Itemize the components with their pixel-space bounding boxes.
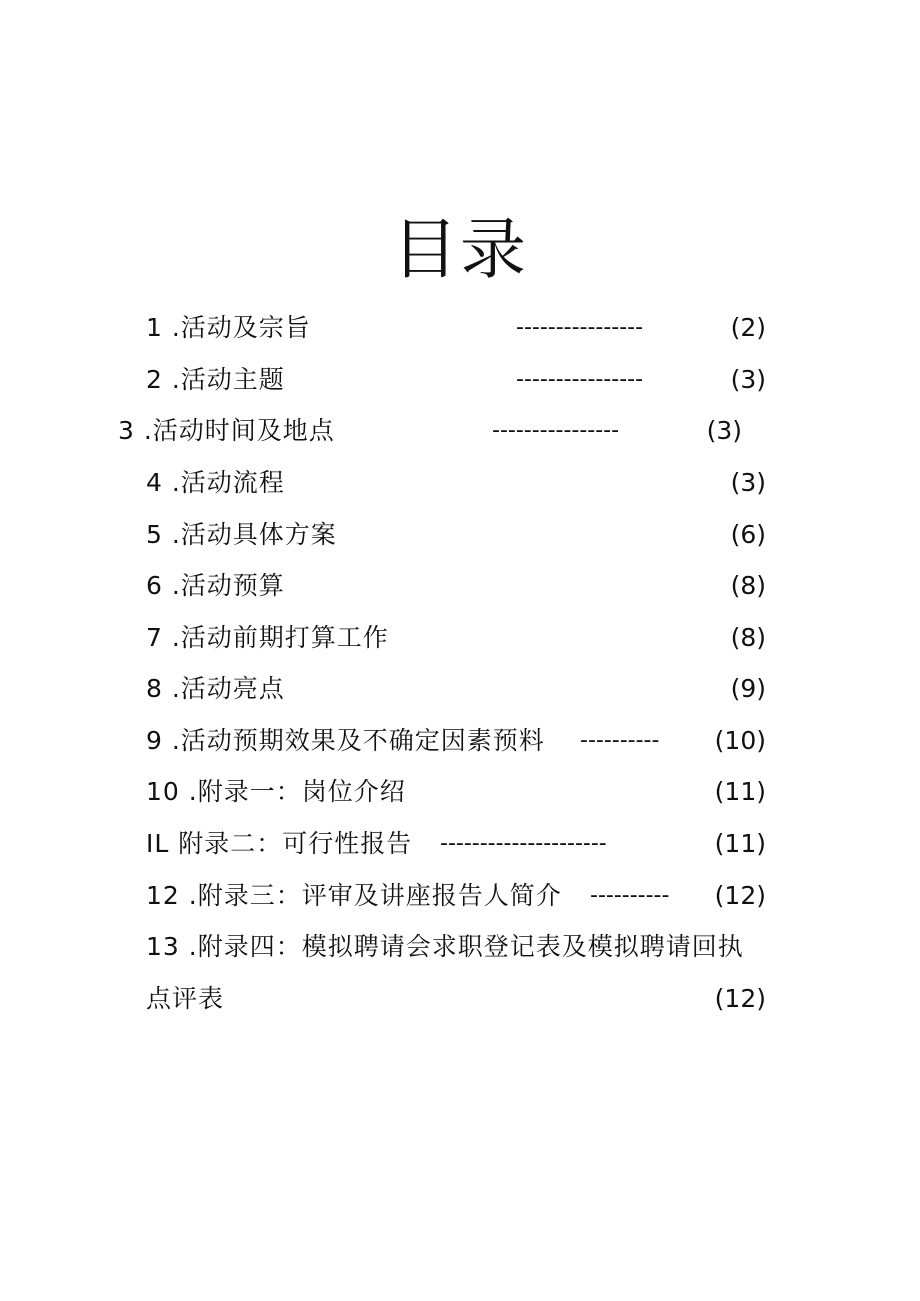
toc-entry-label: 2 .活动主题 (146, 365, 285, 394)
toc-entry-label: 9 .活动预期效果及不确定因素预料 (146, 726, 545, 755)
toc-entry-page: (3) (730, 468, 766, 497)
toc-entry-label: 4 .活动流程 (146, 468, 285, 497)
toc-entry-label: IL 附录二：可行性报告 (146, 829, 413, 858)
toc-entry-label: 10 .附录一：岗位介绍 (146, 777, 406, 806)
toc-entry-leader: ---------------- (516, 315, 644, 340)
toc-entry-leader: ---------------- (516, 367, 644, 392)
toc-entry-page: (10) (714, 726, 766, 755)
toc-entry-leader: ---------- (580, 728, 660, 753)
toc-entry-label: 3 .活动时间及地点 (118, 416, 335, 445)
toc-entry-page: (9) (730, 674, 766, 703)
toc-entry-label: 1 .活动及宗旨 (146, 313, 311, 342)
toc-entry-leader: ---------- (590, 883, 670, 908)
toc-entry-label: 8 .活动亮点 (146, 674, 285, 703)
toc-entry-page: (6) (730, 520, 766, 549)
toc-entry-page: (11) (714, 829, 766, 858)
toc-entry-page: (8) (730, 571, 766, 600)
toc-entry-page: (12) (714, 984, 766, 1013)
toc-entry-label: 6 .活动预算 (146, 571, 285, 600)
toc-entry-page: (8) (730, 623, 766, 652)
toc-entry-page: (12) (714, 881, 766, 910)
toc-entry-label: 7 .活动前期打算工作 (146, 623, 389, 652)
toc-entry-page: (2) (730, 313, 766, 342)
toc-entry-label: 点评表 (146, 984, 225, 1013)
toc-entry-label: 13 .附录四：模拟聘请会求职登记表及模拟聘请回执 (146, 932, 744, 961)
toc-entry-page: (3) (730, 365, 766, 394)
toc-entry-page: (11) (714, 777, 766, 806)
toc-entry-label: 5 .活动具体方案 (146, 520, 337, 549)
toc-entry-leader: --------------------- (440, 831, 607, 856)
toc-title: 目录 (392, 211, 528, 288)
toc-entry-leader: ---------------- (492, 418, 620, 443)
toc-entry-page: (3) (706, 416, 742, 445)
toc-entry-label: 12 .附录三：评审及讲座报告人简介 (146, 881, 562, 910)
